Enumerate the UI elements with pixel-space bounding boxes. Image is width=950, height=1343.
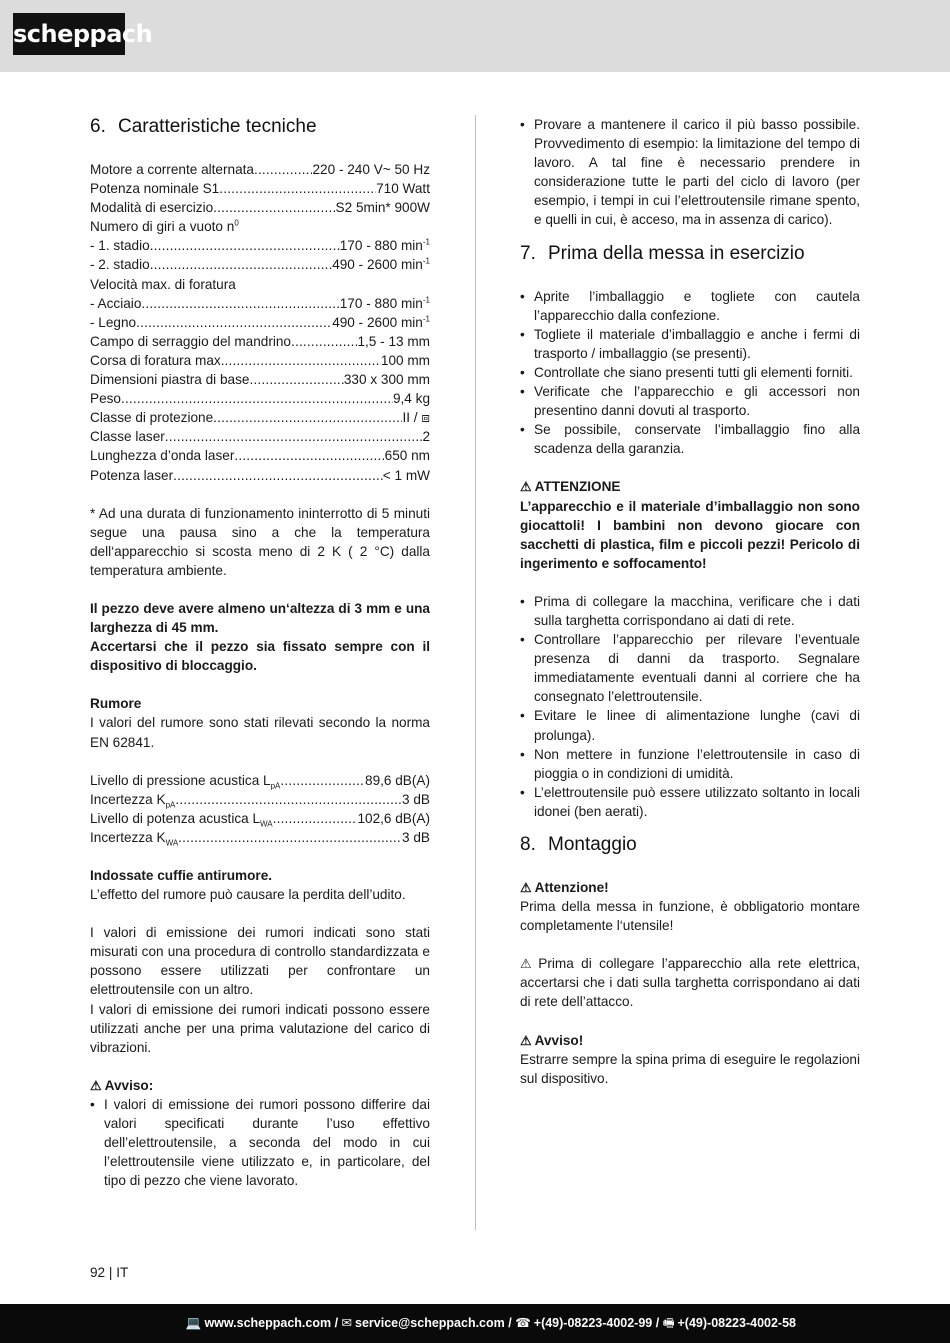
notice-heading: ⚠ Avviso! (520, 1032, 584, 1048)
load-list (520, 115, 860, 230)
list-item: • Evitare le linee di alimentazione lunghe (cavi di prolunga). (520, 706, 860, 744)
fax-icon: 🖷 (662, 1316, 675, 1330)
list-item: • Controllare l’apparecchio per rilevare l’eventuale presenza di danni da trasporto. Segnalare immediatamente eventuali danni al corriere che ha consegnato l’elettroutensile. (520, 630, 860, 706)
column-divider (475, 115, 476, 1230)
spec-row: Motore a corrente alternata ..... 220 - 240 V~ 50 Hz (90, 160, 430, 179)
left-column (90, 115, 430, 1190)
spec-list (90, 160, 430, 485)
spec-row: Corsa di foratura max. ..... 100 mm (90, 351, 430, 370)
warning-triangle-icon: ⚠ (90, 1077, 102, 1093)
spec-row: - Legno ..... 490 - 2600 $\min^{-1}$ (90, 313, 430, 332)
notice-text: Estrarre sempre la spina prima di eseguire le regolazioni sul dispositivo. (520, 1051, 861, 1086)
spec-row: Dimensioni piastra di base ..... 330 x 300 mm (90, 370, 430, 389)
bold-note: Accertarsi che il pezzo sia fissato sempre con il dispositivo di bloccaggio. (90, 639, 430, 674)
email-link[interactable]: service@scheppach.com (355, 1316, 505, 1330)
phone-number: +(49)-08223-4002-99 (533, 1316, 653, 1330)
caution-heading: ⚠ Attenzione! (520, 880, 609, 895)
spec-row: Classe laser ..... 2 (90, 427, 430, 446)
warning-text: L’apparecchio e il materiale d’imballaggio non sono giocattoli! I bambini non devono giocare con sacchetti di plastica, film e piccoli pezzi! Pericolo di ingerimento e soffocamento! (520, 498, 860, 571)
warning-triangle-icon: ⚠ (520, 1032, 532, 1048)
list-item: • L’elettroutensile può essere utilizzato soltanto in locali idonei (ben aerati). (520, 783, 860, 821)
caution-text: Prima della messa in funzione, è obbligatorio montare completamente l‘utensile! (520, 899, 860, 934)
noise-row: Incertezza $K_{pA}$ ..... 3 dB (90, 790, 430, 809)
list-item: • I valori di emissione dei rumori possono differire dai valori specificati durante l’uso effettivo dell’elettroutensile, a seconda del modo in cui l’elettroutensile viene utilizzato e, in particolare, del tipo di pezzo che viene lavorato. (90, 1095, 430, 1190)
spec-row: Campo di serraggio del mandrino ..... 1,5 - 13 mm (90, 332, 430, 351)
spec-row: Classe di protezione ..... II / ⧈ (90, 408, 430, 427)
list-item: • Non mettere in funzione l’elettroutensile in caso di pioggia o in condizioni di umidità. (520, 745, 860, 783)
list-item: • Prima di collegare la macchina, verificare che i dati sulla targhetta corrispondano ai dati di rete. (520, 592, 860, 630)
spec-row: - Acciaio ..... 170 - 880 $\min^{-1}$ (90, 294, 430, 313)
list-item: • Aprite l’imballaggio e togliete con cautela l’apparecchio dalla confezione. (520, 287, 860, 325)
right-column (520, 115, 860, 1088)
notice-list (90, 1095, 430, 1190)
noise-text: I valori del rumore sono stati rilevati secondo la norma EN 62841. (90, 715, 430, 750)
notice-heading: ⚠ Avviso: (90, 1077, 154, 1093)
spec-row: Potenza laser ..... < 1 mW (90, 466, 430, 485)
list-item: • Controllate che siano presenti tutti gli elementi forniti. (520, 363, 860, 382)
spec-row: - 2. stadio ..... 490 - 2600 $\min^{-1}$ (90, 255, 430, 274)
list-item: • Verificate che l’apparecchio e gli accessori non presentino danni dovuti al trasporto. (520, 382, 860, 420)
connect-text: ⚠ Prima di collegare l’apparecchio alla rete elettrica, accertarsi che i dati sulla targhetta corrispondano ai dati di rete dell’attacco. (520, 956, 860, 1010)
footer-bar: 💻 www.scheppach.com / ✉ service@scheppach.com / ☎ +(49)-08223-4002-99 / 🖷 +(49)-08223-4002-58 (0, 1304, 950, 1343)
warning-heading: ⚠ ATTENZIONE (520, 479, 621, 495)
spec-row: Lunghezza d’onda laser ..... 650 nm (90, 446, 430, 465)
envelope-icon: ✉ (341, 1316, 352, 1330)
spec-row: Modalità di esercizio ..... S2 5min* 900W (90, 198, 430, 217)
drill-speed-heading: Velocità max. di foratura (90, 276, 236, 292)
noise-row: Livello di potenza acustica $L_{WA}$ ..... 102,6 dB(A) (90, 809, 430, 828)
page-number: 92 | IT (90, 1265, 129, 1280)
rpm-heading: Numero di giri a vuoto $n^0$ (90, 218, 239, 235)
list-item: • Togliete il materiale d’imballaggio e anche i fermi di trasporto / imballaggio (se presenti). (520, 325, 860, 363)
noise-row: Livello di pressione acustica $L_{pA}$ ..... 89,6 dB(A) (90, 771, 430, 790)
website-link[interactable]: www.scheppach.com (204, 1316, 332, 1330)
computer-icon: 💻 (185, 1316, 202, 1330)
fax-number: +(49)-08223-4002-58 (677, 1316, 796, 1330)
emission-text: I valori di emissione dei rumori indicati possono essere utilizzati anche per una prima valutazione del carico di vibrazioni. (90, 1001, 430, 1055)
noise-row: Incertezza $K_{WA}$ ..... 3 dB (90, 828, 430, 847)
section-8-heading: 8. Montaggio (520, 834, 637, 855)
emission-text: I valori di emissione dei rumori indicati sono stati misurati con una procedura di controllo standardizzata e possono essere utilizzati per confrontare un elettroutensile con un altro. (90, 925, 430, 998)
list-item: • Provare a mantenere il carico il più basso possibile. Provvedimento di esempio: la limitazione del tempo di lavoro. A tal fine è necessario prendere in considerazione tutte le parti del ciclo di lavoro (per esempio, i tempi in cui l’elettroutensile rimane spento, e quelli in cui, è acceso, ma in assenza di carico). (520, 115, 860, 230)
telephone-icon: ☎ (515, 1316, 531, 1330)
noise-heading: Rumore (90, 696, 142, 712)
warning-triangle-icon: ⚠ (520, 956, 536, 972)
prep-list (520, 287, 860, 459)
scheppach-logo: scheppach (13, 13, 125, 55)
list-item: • Se possibile, conservate l’imballaggio fino alla scadenza della garanzia. (520, 420, 860, 458)
warning-triangle-icon: ⚠ (520, 880, 532, 895)
section-7-heading: 7. Prima della messa in esercizio (520, 242, 805, 264)
section-6-heading: 6. Caratteristiche tecniche (90, 116, 317, 137)
check-list (520, 592, 860, 821)
ear-protection-text: L’effetto del rumore può causare la perdita dell’udito. (90, 887, 406, 903)
spec-row: Potenza nominale S1 ..... 710 Watt (90, 179, 430, 198)
spec-row: - 1. stadio ..... 170 - 880 $\min^{-1}$ (90, 236, 430, 255)
header-bar (0, 0, 950, 72)
bold-note: Il pezzo deve avere almeno un‘altezza di 3 mm e una larghezza di 45 mm. (90, 600, 430, 636)
ear-protection-heading: Indossate cuffie antirumore. (90, 868, 273, 883)
warning-triangle-icon: ⚠ (520, 479, 532, 495)
footnote: * Ad una durata di funzionamento ininterrotto di 5 minuti segue una pausa sino a che la temperatura dell‘apparecchio si scosta meno di 2 K ( 2 °C) dalla temperatura ambiente. (90, 505, 430, 578)
spec-row: Peso ..... 9,4 kg (90, 389, 430, 408)
